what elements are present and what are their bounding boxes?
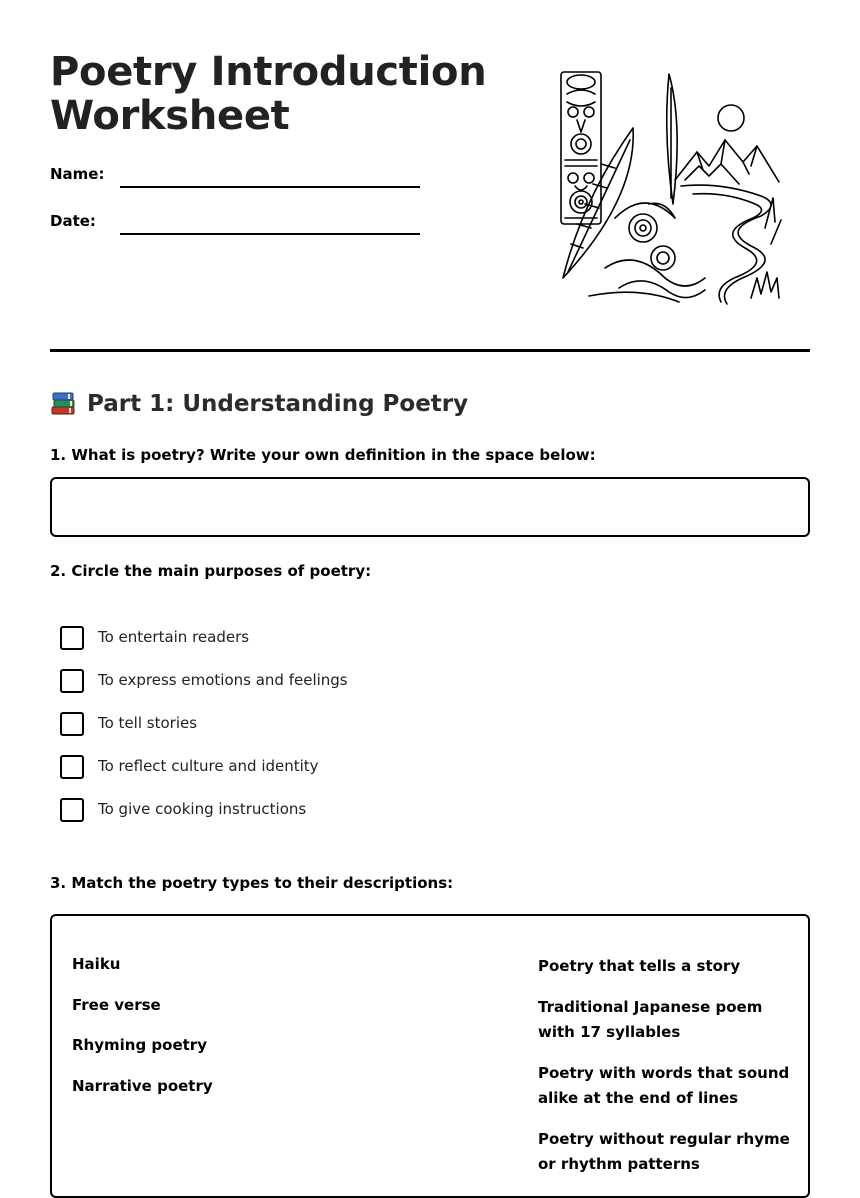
section-title-part-1	[50, 388, 468, 420]
match-terms-column	[72, 954, 372, 1117]
option-label: To reflect culture and identity	[98, 757, 319, 775]
purpose-option[interactable]	[60, 626, 560, 669]
maori-landscape-illustration	[555, 68, 795, 308]
option-label: To tell stories	[98, 714, 198, 732]
match-term[interactable]: Free verse	[72, 995, 161, 1014]
checkbox[interactable]	[60, 712, 84, 736]
checkbox[interactable]	[60, 669, 84, 693]
definition-answer-box[interactable]	[50, 477, 810, 537]
carved-pou	[561, 72, 601, 224]
mountains	[675, 140, 779, 184]
sun-shape	[718, 105, 744, 131]
worksheet-title	[50, 50, 486, 138]
worksheet-page	[50, 0, 810, 1173]
purpose-options-list	[60, 626, 560, 841]
question-2: 2. Circle the main purposes of poetry:	[50, 562, 372, 580]
match-descriptions-column	[538, 954, 793, 1193]
waves	[589, 203, 705, 302]
option-label: To give cooking instructions	[98, 800, 307, 818]
option-label: To entertain readers	[98, 628, 250, 646]
worksheet-header	[50, 0, 810, 350]
match-description[interactable]: Poetry without regular rhyme or rhythm patterns	[538, 1129, 790, 1173]
checkbox[interactable]	[60, 755, 84, 779]
feathers	[563, 74, 677, 278]
purpose-option[interactable]	[60, 755, 560, 798]
match-description[interactable]: Poetry with words that sound alike at the end of lines	[538, 1063, 790, 1107]
date-input-line[interactable]	[120, 233, 420, 235]
name-input-line[interactable]	[120, 186, 420, 188]
match-term[interactable]: Rhyming poetry	[72, 1036, 207, 1055]
header-divider	[50, 349, 810, 352]
date-field	[50, 211, 420, 235]
purpose-option[interactable]	[60, 669, 560, 712]
purpose-option[interactable]	[60, 712, 560, 755]
checkbox[interactable]	[60, 798, 84, 822]
matching-box	[50, 914, 810, 1198]
match-term[interactable]: Haiku	[72, 955, 121, 973]
match-term[interactable]: Narrative poetry	[72, 1077, 213, 1096]
title-line-1: Poetry Introduction	[50, 49, 487, 95]
checkbox[interactable]	[60, 626, 84, 650]
books-icon	[50, 391, 76, 417]
river	[681, 185, 771, 304]
match-description[interactable]: Poetry that tells a story	[538, 957, 741, 975]
purpose-option[interactable]	[60, 798, 560, 841]
title-line-2: Worksheet	[50, 93, 290, 139]
question-1: 1. What is poetry? Write your own definition in the space below:	[50, 446, 596, 464]
option-label: To express emotions and feelings	[98, 671, 348, 689]
name-field	[50, 164, 420, 188]
question-3: 3. Match the poetry types to their descriptions:	[50, 874, 454, 892]
match-description[interactable]: Traditional Japanese poem with 17 syllables	[538, 997, 763, 1041]
date-label: Date:	[50, 212, 96, 230]
section-title-text: Part 1: Understanding Poetry	[87, 391, 469, 417]
name-label: Name:	[50, 165, 105, 183]
